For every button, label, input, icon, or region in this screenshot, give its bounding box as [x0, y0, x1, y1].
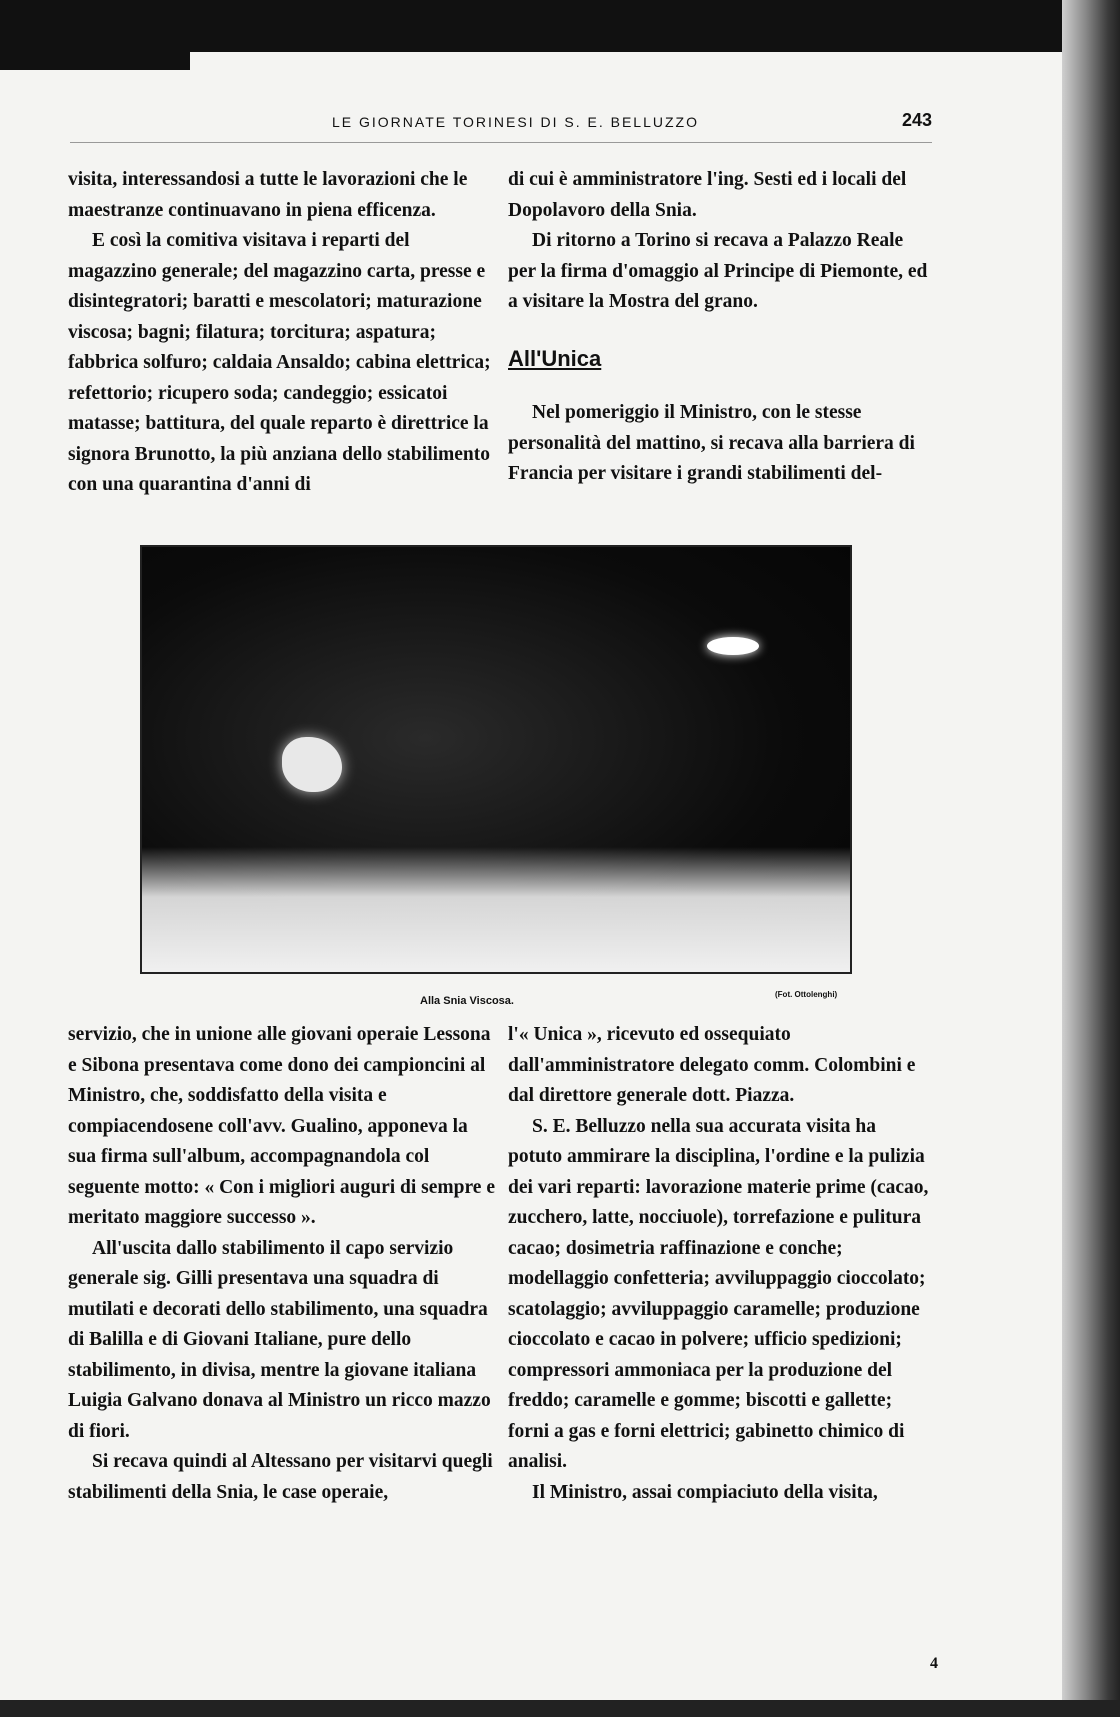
paragraph: S. E. Belluzzo nella sua accurata visita ha potuto ammirare la disciplina, l'ordine e la pulizia dei vari reparti: lavorazione materie prime (cacao, zucchero, latte, nocciuole), torrefazione e pulitura cacao; dosimetria raffinazione e conche; modellaggio confetteria; avviluppaggio cioccolato; scatolaggio; avviluppaggio caramelle; produzione cioccolato e cacao in polvere; ufficio spedizioni; compressori ammoniaca per la produzione del freddo; caramelle e gomme; biscotti e gallette; forni a gas e forni elettrici; gabinetto chimico di analisi.: [508, 1115, 929, 1472]
paragraph: Il Ministro, assai compiaciuto della visita,: [532, 1481, 878, 1503]
paragraph: E così la comitiva visitava i reparti del magazzino generale; del magazzino carta, presse e disintegratori; baratti e mescolatori; maturazione viscosa; bagni; filatura; torcitura; aspatura; fabbrica solfuro; caldaia Ansaldo; cabina elettrica; refettorio; ricupero soda; candeggio; essicatoi matasse; battitura, del quale reparto è direttrice la signora Brunotto, la più anziana dello stabilimento con una quarantina d'anni di: [68, 230, 491, 495]
header-rule: [70, 142, 932, 143]
paragraph: di cui è amministratore l'ing. Sesti ed i locali del Dopolavoro della Snia.: [508, 169, 907, 221]
running-title: LE GIORNATE TORINESI DI S. E. BELLUZZO: [332, 114, 699, 130]
bottom-left-column: [68, 1020, 498, 1508]
paragraph: servizio, che in unione alle giovani operaie Lessona e Sibona presentava come dono dei campioncini al Ministro, che, soddisfatto della visita e compiacendosene coll'avv. Gualino, apponeva la sua firma sull'album, accompagnandola col seguente motto: « Con i migliori auguri di sempre e meritato maggiore successo ».: [68, 1024, 495, 1228]
photo-credit: (Fot. Ottolenghi): [775, 990, 838, 999]
page-number: 243: [901, 110, 932, 130]
top-right-column: [508, 165, 932, 490]
scan-right-edge: [1062, 0, 1120, 1717]
paragraph: Di ritorno a Torino si recava a Palazzo Reale per la firma d'omaggio al Principe di Piemonte, ed a visitare la Mostra del grano.: [508, 230, 928, 312]
photo-light-glare: [707, 637, 759, 655]
scan-top-border: [0, 0, 1120, 52]
paragraph: visita, interessandosi a tutte le lavorazioni che le maestranze continuavano in piena efficenza.: [68, 169, 468, 221]
section-heading: All'Unica: [508, 345, 602, 371]
scan-top-notch: [0, 52, 190, 70]
photo-fog: [142, 847, 850, 972]
scan-bottom-border: [0, 1700, 1120, 1717]
paragraph: Nel pomeriggio il Ministro, con le stesse personalità del mattino, si recava alla barriera di Francia per visitare i grandi stabilimenti del-: [508, 402, 915, 484]
top-left-column: [68, 165, 498, 501]
paragraph: Si recava quindi al Altessano per visitarvi quegli stabilimenti della Snia, le case operaie,: [68, 1451, 493, 1503]
photo-bright-object: [282, 737, 342, 792]
page-header: [70, 110, 932, 136]
figure-caption: Alla Snia Viscosa.: [420, 995, 514, 1007]
factory-photograph: [140, 545, 852, 974]
paragraph: All'uscita dallo stabilimento il capo servizio generale sig. Gilli presentava una squadra di mutilati e decorati dello stabilimento, una squadra di Balilla e di Giovani Italiane, pure dello stabilimento, in divisa, mentre la giovane italiana Luigia Galvano donava al Ministro un ricco mazzo di fiori.: [68, 1237, 491, 1442]
bottom-right-column: [508, 1020, 932, 1508]
paragraph: l'« Unica », ricevuto ed ossequiato dall'amministratore delegato comm. Colombini e dal direttore generale dott. Piazza.: [508, 1024, 916, 1106]
footer-signature-mark: 4: [930, 1655, 938, 1672]
